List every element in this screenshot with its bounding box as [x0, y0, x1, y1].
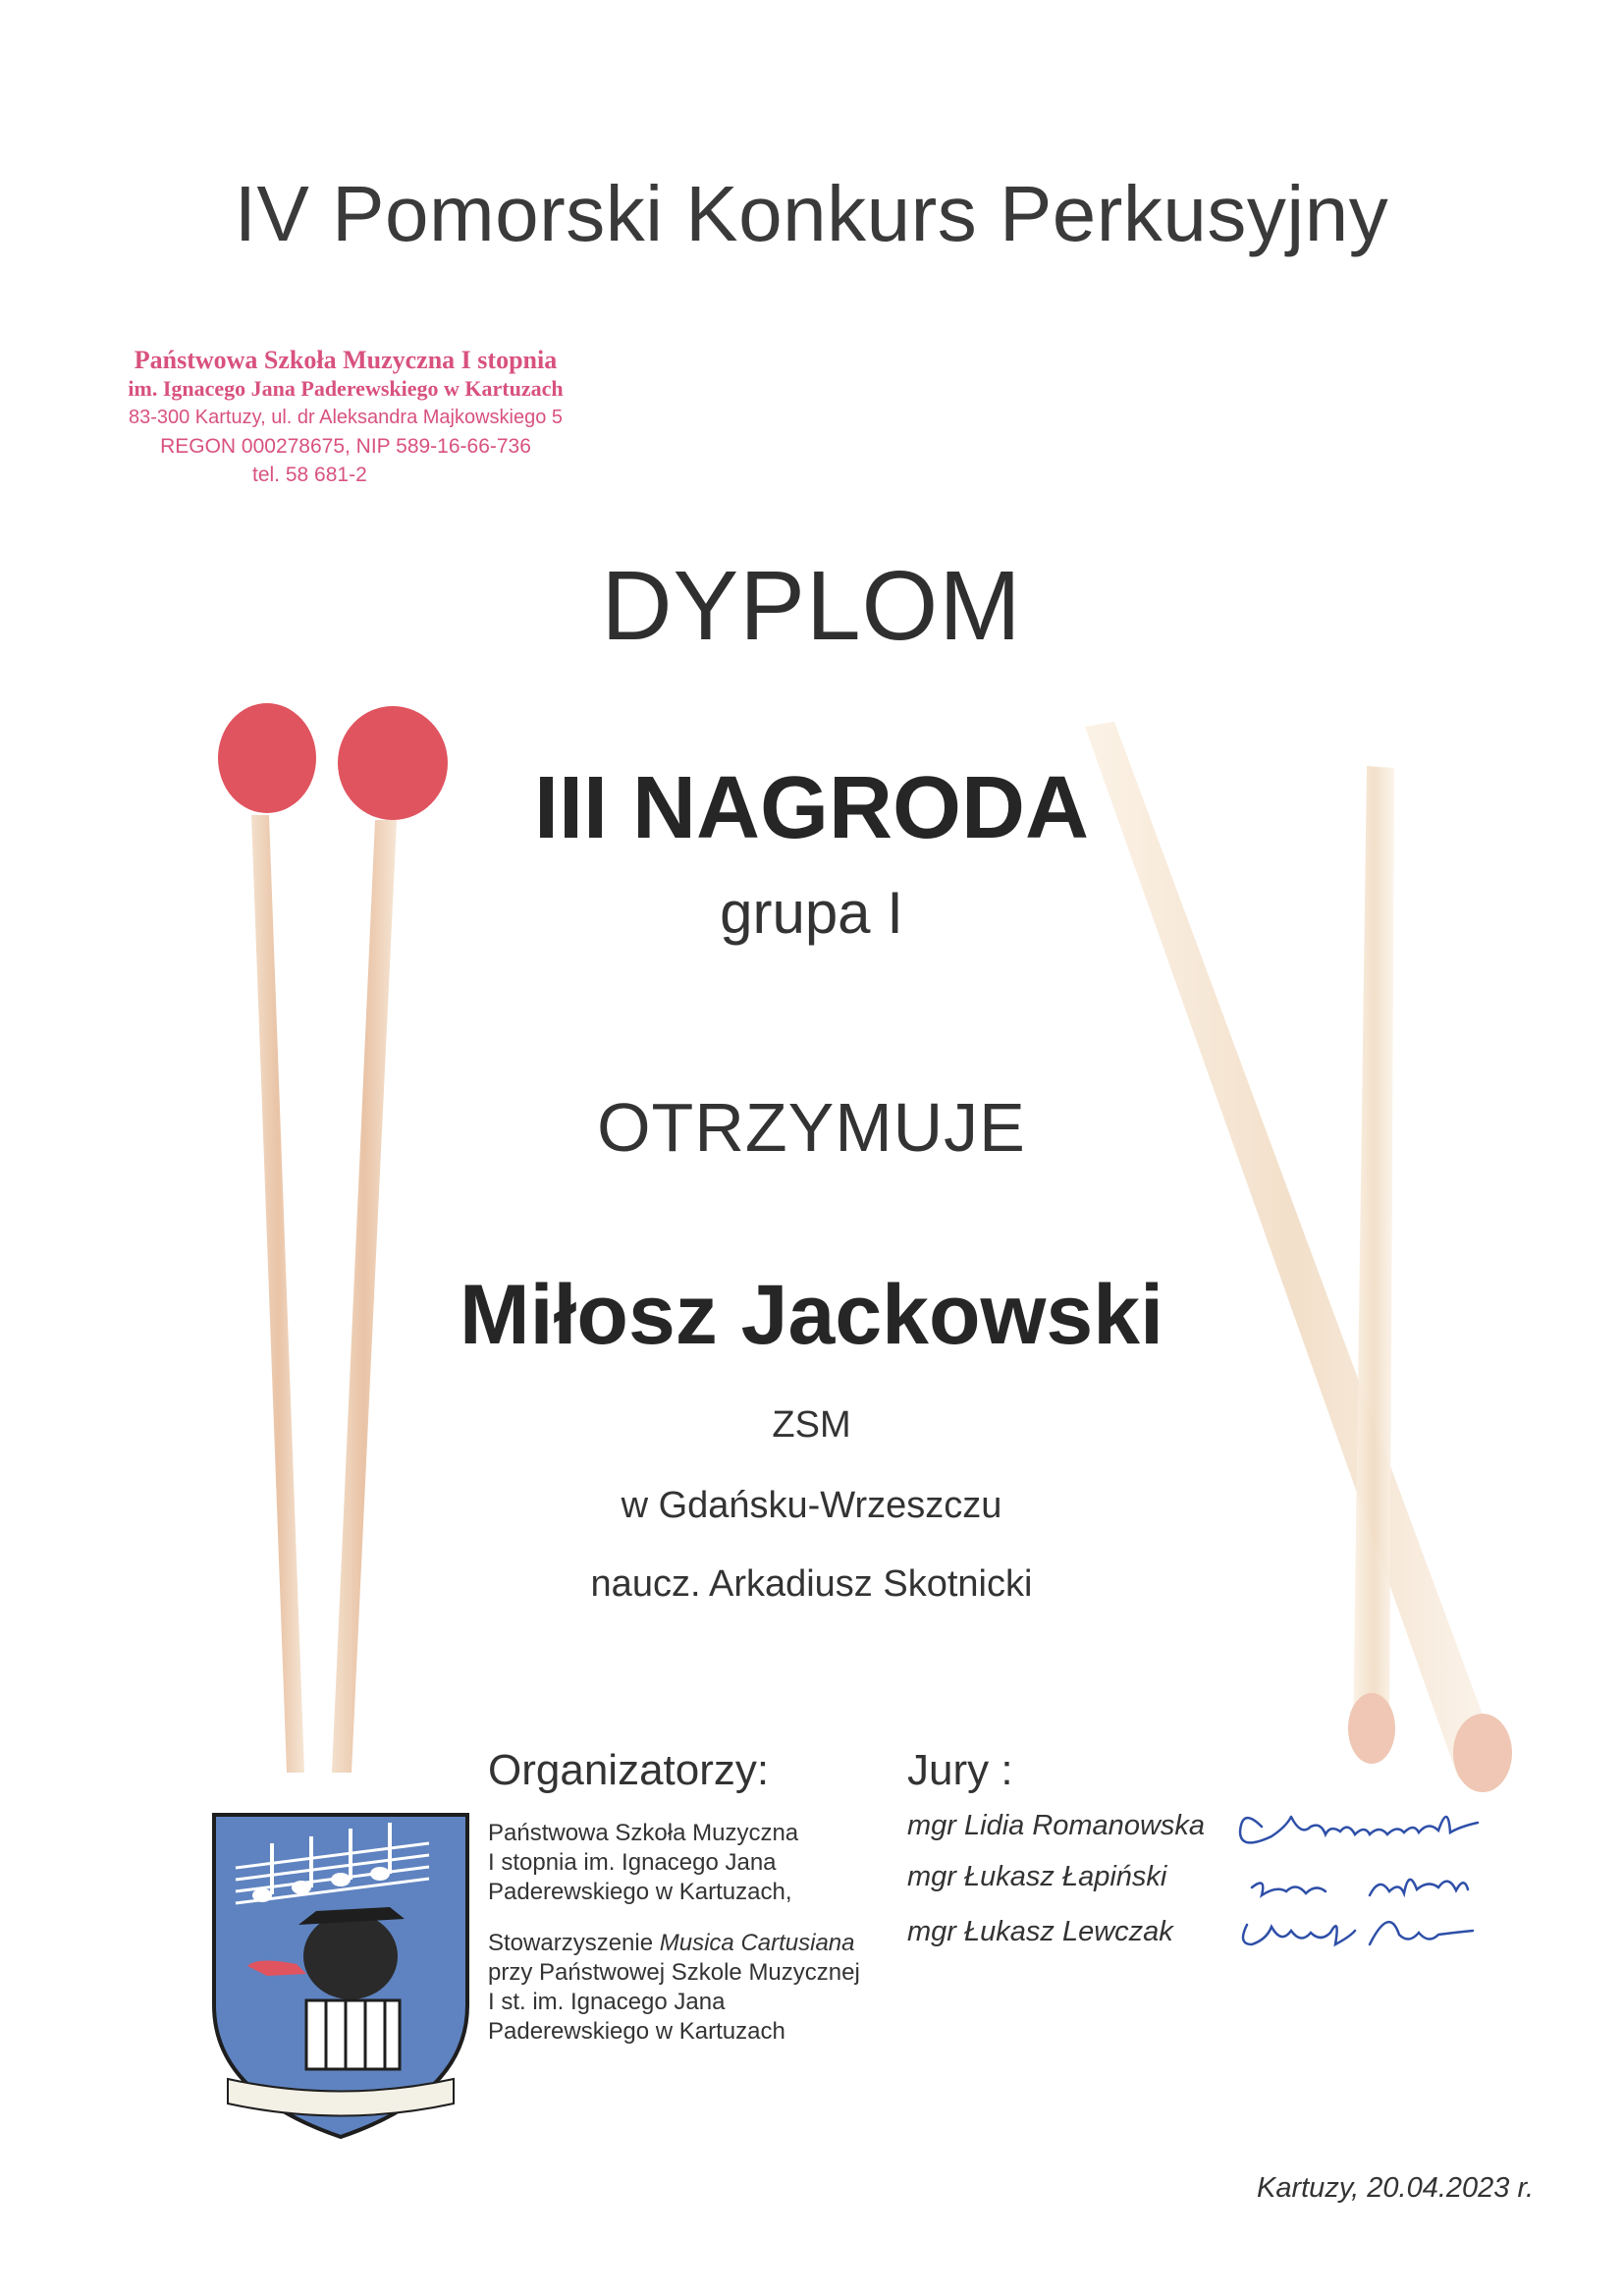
organizer-2-line: Paderewskiego w Kartuzach: [488, 2018, 785, 2045]
teacher-name: naucz. Arkadiusz Skotnicki: [590, 1563, 1033, 1605]
organizer-2-association-name: Musica Cartusiana: [659, 1930, 855, 1956]
school-emblem: [208, 1809, 473, 2143]
jury-signatures: [1232, 1797, 1527, 1974]
stamp-line-1: Państwowa Szkoła Muzyczna I stopnia: [134, 346, 558, 374]
organizer-2-line: [488, 1929, 900, 1958]
emblem-figure-head: [303, 1913, 398, 1999]
group-label: grupa I: [720, 880, 903, 946]
signature-lapinski: [1252, 1880, 1468, 1895]
organizer-1: [488, 1819, 900, 1907]
place-date: Kartuzy, 20.04.2023 r.: [1257, 2172, 1535, 2204]
drumstick-tip-vertical: [1348, 1693, 1395, 1764]
drumstick-tip-diagonal: [1453, 1714, 1512, 1792]
receives-label: OTRZYMUJE: [597, 1089, 1026, 1166]
prize-title: III NAGRODA: [533, 759, 1089, 857]
organizer-2-prefix: Stowarzyszenie: [488, 1930, 660, 1956]
organizer-1-line: Paderewskiego w Kartuzach,: [488, 1879, 792, 1905]
organizer-2: [488, 1929, 900, 2047]
contest-title: IV Pomorski Konkurs Perkusyjny: [234, 170, 1389, 257]
jury-heading: Jury :: [907, 1746, 1013, 1794]
jury-member-3: mgr Łukasz Lewczak: [907, 1916, 1173, 1947]
jury-member-1: mgr Lidia Romanowska: [907, 1810, 1206, 1841]
stamp-line-2: im. Ignacego Jana Paderewskiego w Kartuzach: [128, 376, 564, 401]
diploma-heading: DYPLOM: [601, 551, 1022, 661]
stamp-line-5: tel. 58 681-2: [252, 464, 367, 486]
organizers-heading: Organizatorzy:: [488, 1746, 770, 1794]
organizer-1-line: I stopnia im. Ignacego Jana: [488, 1849, 777, 1876]
school-name: ZSM: [772, 1404, 851, 1446]
jury-member-2: mgr Łukasz Łapiński: [907, 1861, 1167, 1892]
organizer-2-line: I st. im. Ignacego Jana: [488, 1989, 726, 2015]
signature-lewczak: [1243, 1922, 1473, 1944]
stamp-line-4: REGON 000278675, NIP 589-16-66-736: [160, 435, 531, 458]
winner-name: Miłosz Jackowski: [460, 1268, 1163, 1362]
organizer-2-line: przy Państwowej Szkole Muzycznej: [488, 1959, 860, 1986]
stamp-line-3: 83-300 Kartuzy, ul. dr Aleksandra Majkowskiego 5: [128, 407, 564, 428]
signature-romanowska: [1240, 1817, 1478, 1842]
school-city: w Gdańsku-Wrzeszczu: [621, 1485, 1002, 1526]
organizer-1-line: Państwowa Szkoła Muzyczna: [488, 1820, 799, 1846]
